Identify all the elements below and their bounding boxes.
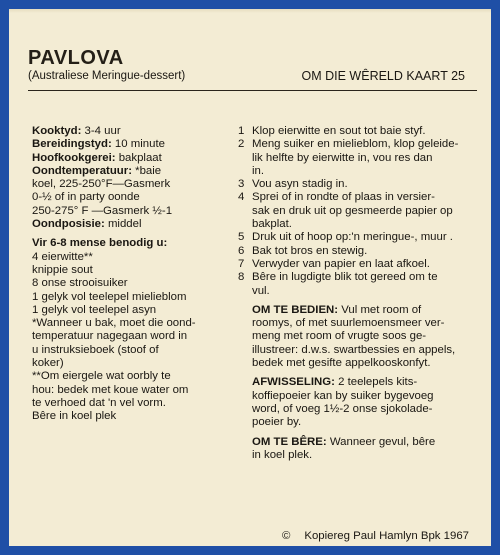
info-column [32, 125, 237, 424]
method-step [238, 271, 483, 298]
serves-heading: Vir 6-8 mense benodig u: [32, 237, 168, 250]
header-divider [28, 90, 477, 91]
ingredient-line: te verhoed dat 'n vel vorm. [32, 396, 166, 409]
card-series-label: OM DIE WÊRELD KAART 25 [301, 69, 465, 83]
info-value: 250-275° F —Gasmerk ½-1 [32, 204, 173, 217]
step-number: 3 [238, 178, 245, 191]
step-number: 5 [238, 231, 245, 244]
step-number: 2 [238, 138, 245, 151]
ingredient-line: Bêre in koel plek [32, 410, 117, 423]
step-number: 4 [238, 191, 245, 204]
method-step [238, 138, 483, 178]
note-block [238, 436, 483, 463]
step-text: Meng suiker en mielieblom, klop geleide- lik helfte by eierwitte in, vou res dan in. [252, 138, 459, 177]
ingredient-line: 1 gelyk vol teelepel asyn [32, 303, 157, 316]
step-number: 6 [238, 244, 245, 257]
info-label: Bereidingstyd: [32, 138, 112, 151]
method-column [238, 125, 483, 462]
info-value: 10 minute [111, 138, 165, 151]
info-row [32, 191, 237, 204]
notes-list [238, 304, 483, 462]
step-text: Druk uit of hoop op:'n meringue-, muur . [252, 231, 453, 244]
info-row [32, 152, 237, 165]
ingredient-line: 8 onse strooisuiker [32, 277, 128, 290]
info-row [32, 205, 237, 218]
recipe-card [9, 9, 491, 546]
info-row [32, 125, 237, 138]
step-text: Sprei of in rondte of plaas in versier- sak en druk uit op gesmeerde papier op bakplat. [252, 191, 453, 231]
method-step [238, 191, 483, 231]
info-value: bakplaat [115, 151, 162, 164]
recipe-title: PAVLOVA [28, 47, 124, 69]
info-value: 3-4 uur [81, 125, 121, 137]
step-text: Verwyder van papier en laat afkoel. [252, 257, 430, 270]
ingredient-line: temperatuur nagegaan word in [32, 330, 188, 343]
recipe-subtitle: (Australiese Meringue-dessert) [28, 70, 186, 82]
note-body: Vul met room of roomys, of met suurlemoensmeer ver- meng met room of vrugte soos ge- illustreer: d.w.s. swartbessies en appels, bedek met gesifte appelkooskonfyt. [252, 303, 456, 370]
info-row [32, 218, 237, 231]
info-value: koel, 225-250°F—Gasmerk [32, 178, 171, 191]
info-row [32, 165, 237, 178]
info-label: Kooktyd: [32, 125, 82, 137]
method-step [238, 245, 483, 258]
step-list [238, 125, 483, 298]
step-number: 8 [238, 271, 245, 284]
info-list [32, 125, 237, 231]
method-step [238, 125, 483, 138]
info-value: middel [104, 218, 142, 231]
ingredient-line: koker) [32, 357, 64, 370]
info-value: 0-½ of in party oonde [32, 191, 140, 204]
step-text: Bêre in lugdigte blik tot gereed om te vul. [252, 271, 438, 297]
method-step [238, 231, 483, 244]
step-text: Klop eierwitte en sout tot baie styf. [252, 125, 426, 137]
info-label: Hoofkookgerei: [32, 151, 116, 164]
info-label: Oondposisie: [32, 218, 105, 231]
copyright-text: Kopiereg Paul Hamlyn Bpk 1967 [304, 530, 469, 542]
ingredient-line: 1 gelyk vol teelepel mielieblom [32, 290, 187, 303]
note-block [238, 376, 483, 429]
method-step [238, 258, 483, 271]
step-text: Vou asyn stadig in. [252, 178, 348, 191]
method-step [238, 178, 483, 191]
step-text: Bak tot bros en stewig. [252, 244, 368, 257]
info-value: *baie [132, 164, 162, 177]
step-number: 7 [238, 257, 245, 270]
info-row [32, 178, 237, 191]
step-number: 1 [238, 125, 245, 137]
ingredient-list [32, 251, 237, 424]
ingredient-line: **Om eiergele wat oorbly te [32, 370, 171, 383]
ingredient-line: *Wanneer u bak, moet die oond- [32, 317, 196, 330]
note-block [238, 304, 483, 370]
info-row [32, 138, 237, 151]
ingredient-line: hou: bedek met koue water om [32, 383, 189, 396]
ingredient-line: knippie sout [32, 263, 93, 276]
ingredient-line: 4 eierwitte** [32, 250, 93, 263]
copyright-symbol: © [281, 530, 291, 542]
copyright-line [282, 530, 469, 542]
note-body: Wanneer gevul, bêre in koel plek. [252, 435, 436, 461]
note-body: 2 teelepels kits- koffiepoeier kan by suiker bygevoeg word, of voeg 1½-2 onse sjokolade- poeier by. [252, 376, 434, 429]
note-heading: OM TE BÊRE: [252, 435, 327, 448]
info-label: Oondtemperatuur: [32, 164, 132, 177]
note-heading: AFWISSELING: [252, 376, 335, 389]
note-heading: OM TE BEDIEN: [252, 303, 339, 316]
ingredient-line: u instruksieboek (stoof of [32, 343, 159, 356]
